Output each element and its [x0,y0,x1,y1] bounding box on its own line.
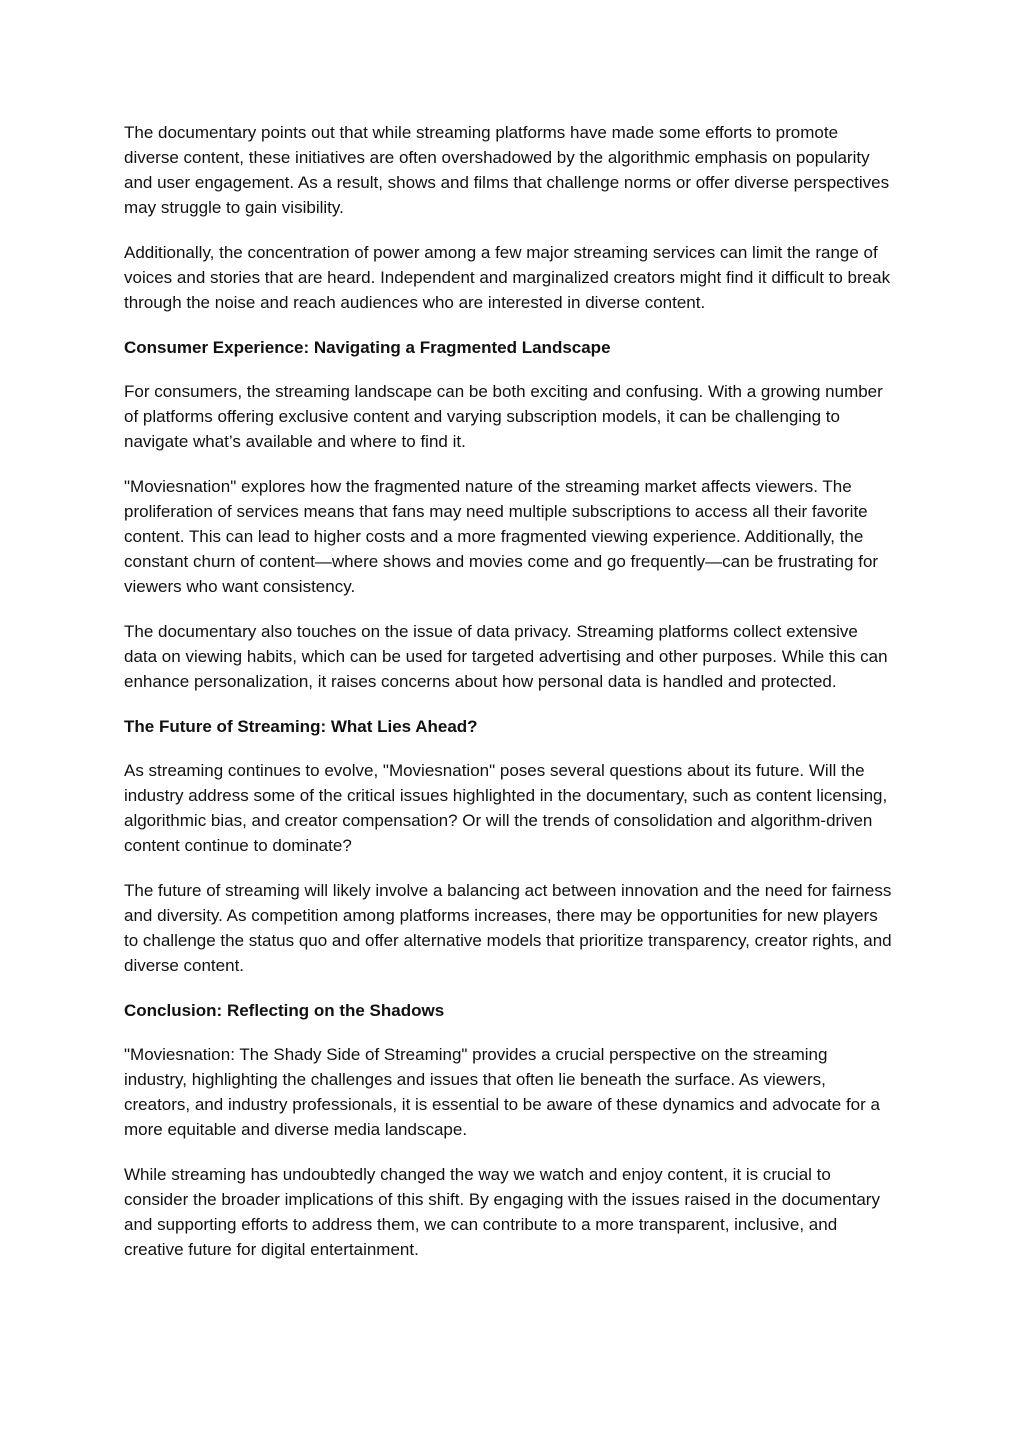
paragraph-data-privacy: The documentary also touches on the issue of data privacy. Streaming platforms collect extensive data on viewing habits, which can be used for targeted advertising and other purposes. While this can enhance personalization, it raises concerns about how personal data is handled and protected. [124,622,888,691]
paragraph-balancing-act: The future of streaming will likely involve a balancing act between innovation and the need for fairness and diversity. As competition among platforms increases, there may be opportunities for new players to challenge the status quo and offer alternative models that prioritize transparency, creator rights, and diverse content. [124,881,892,975]
paragraph-concentration-of-power: Additionally, the concentration of power among a few major streaming services can limit the range of voices and stories that are heard. Independent and marginalized creators might find it difficult to break through the noise and reach audiences who are interested in diverse content. [124,243,891,312]
heading-future-of-streaming: The Future of Streaming: What Lies Ahead? [124,717,478,736]
paragraph-fragmented-market: "Moviesnation" explores how the fragmented nature of the streaming market affects viewers. The proliferation of services means that fans may need multiple subscriptions to access all their favorite content. This can lead to higher costs and a more fragmented viewing experience. Additionally, the constant churn of content—where shows and movies come and go frequently—can be frustrating for viewers who want consistency. [124,477,879,596]
paragraph-broader-implications: While streaming has undoubtedly changed the way we watch and enjoy content, it is crucial to consider the broader implications of this shift. By engaging with the issues raised in the documentary and supporting efforts to address them, we can contribute to a more transparent, inclusive, and creative future for digital entertainment. [124,1165,880,1259]
heading-consumer-experience: Consumer Experience: Navigating a Fragmented Landscape [124,338,611,357]
heading-conclusion: Conclusion: Reflecting on the Shadows [124,1001,445,1020]
document-body [124,120,894,1282]
paragraph-crucial-perspective: "Moviesnation: The Shady Side of Streaming" provides a crucial perspective on the streaming industry, highlighting the challenges and issues that often lie beneath the surface. As viewers, creators, and industry professionals, it is essential to be aware of these dynamics and advocate for a more equitable and diverse media landscape. [124,1045,880,1139]
paragraph-algorithmic-emphasis: The documentary points out that while streaming platforms have made some efforts to promote diverse content, these initiatives are often overshadowed by the algorithmic emphasis on popularity and user engagement. As a result, shows and films that challenge norms or offer diverse perspectives may struggle to gain visibility. [124,123,890,217]
paragraph-future-questions: As streaming continues to evolve, "Moviesnation" poses several questions about its future. Will the industry address some of the critical issues highlighted in the documentary, such as content licensing, algorithmic bias, and creator compensation? Or will the trends of consolidation and algorithm-driven content continue to dominate? [124,761,888,855]
paragraph-consumers-landscape: For consumers, the streaming landscape can be both exciting and confusing. With a growing number of platforms offering exclusive content and varying subscription models, it can be challenging to navigate what’s available and where to find it. [124,382,883,451]
